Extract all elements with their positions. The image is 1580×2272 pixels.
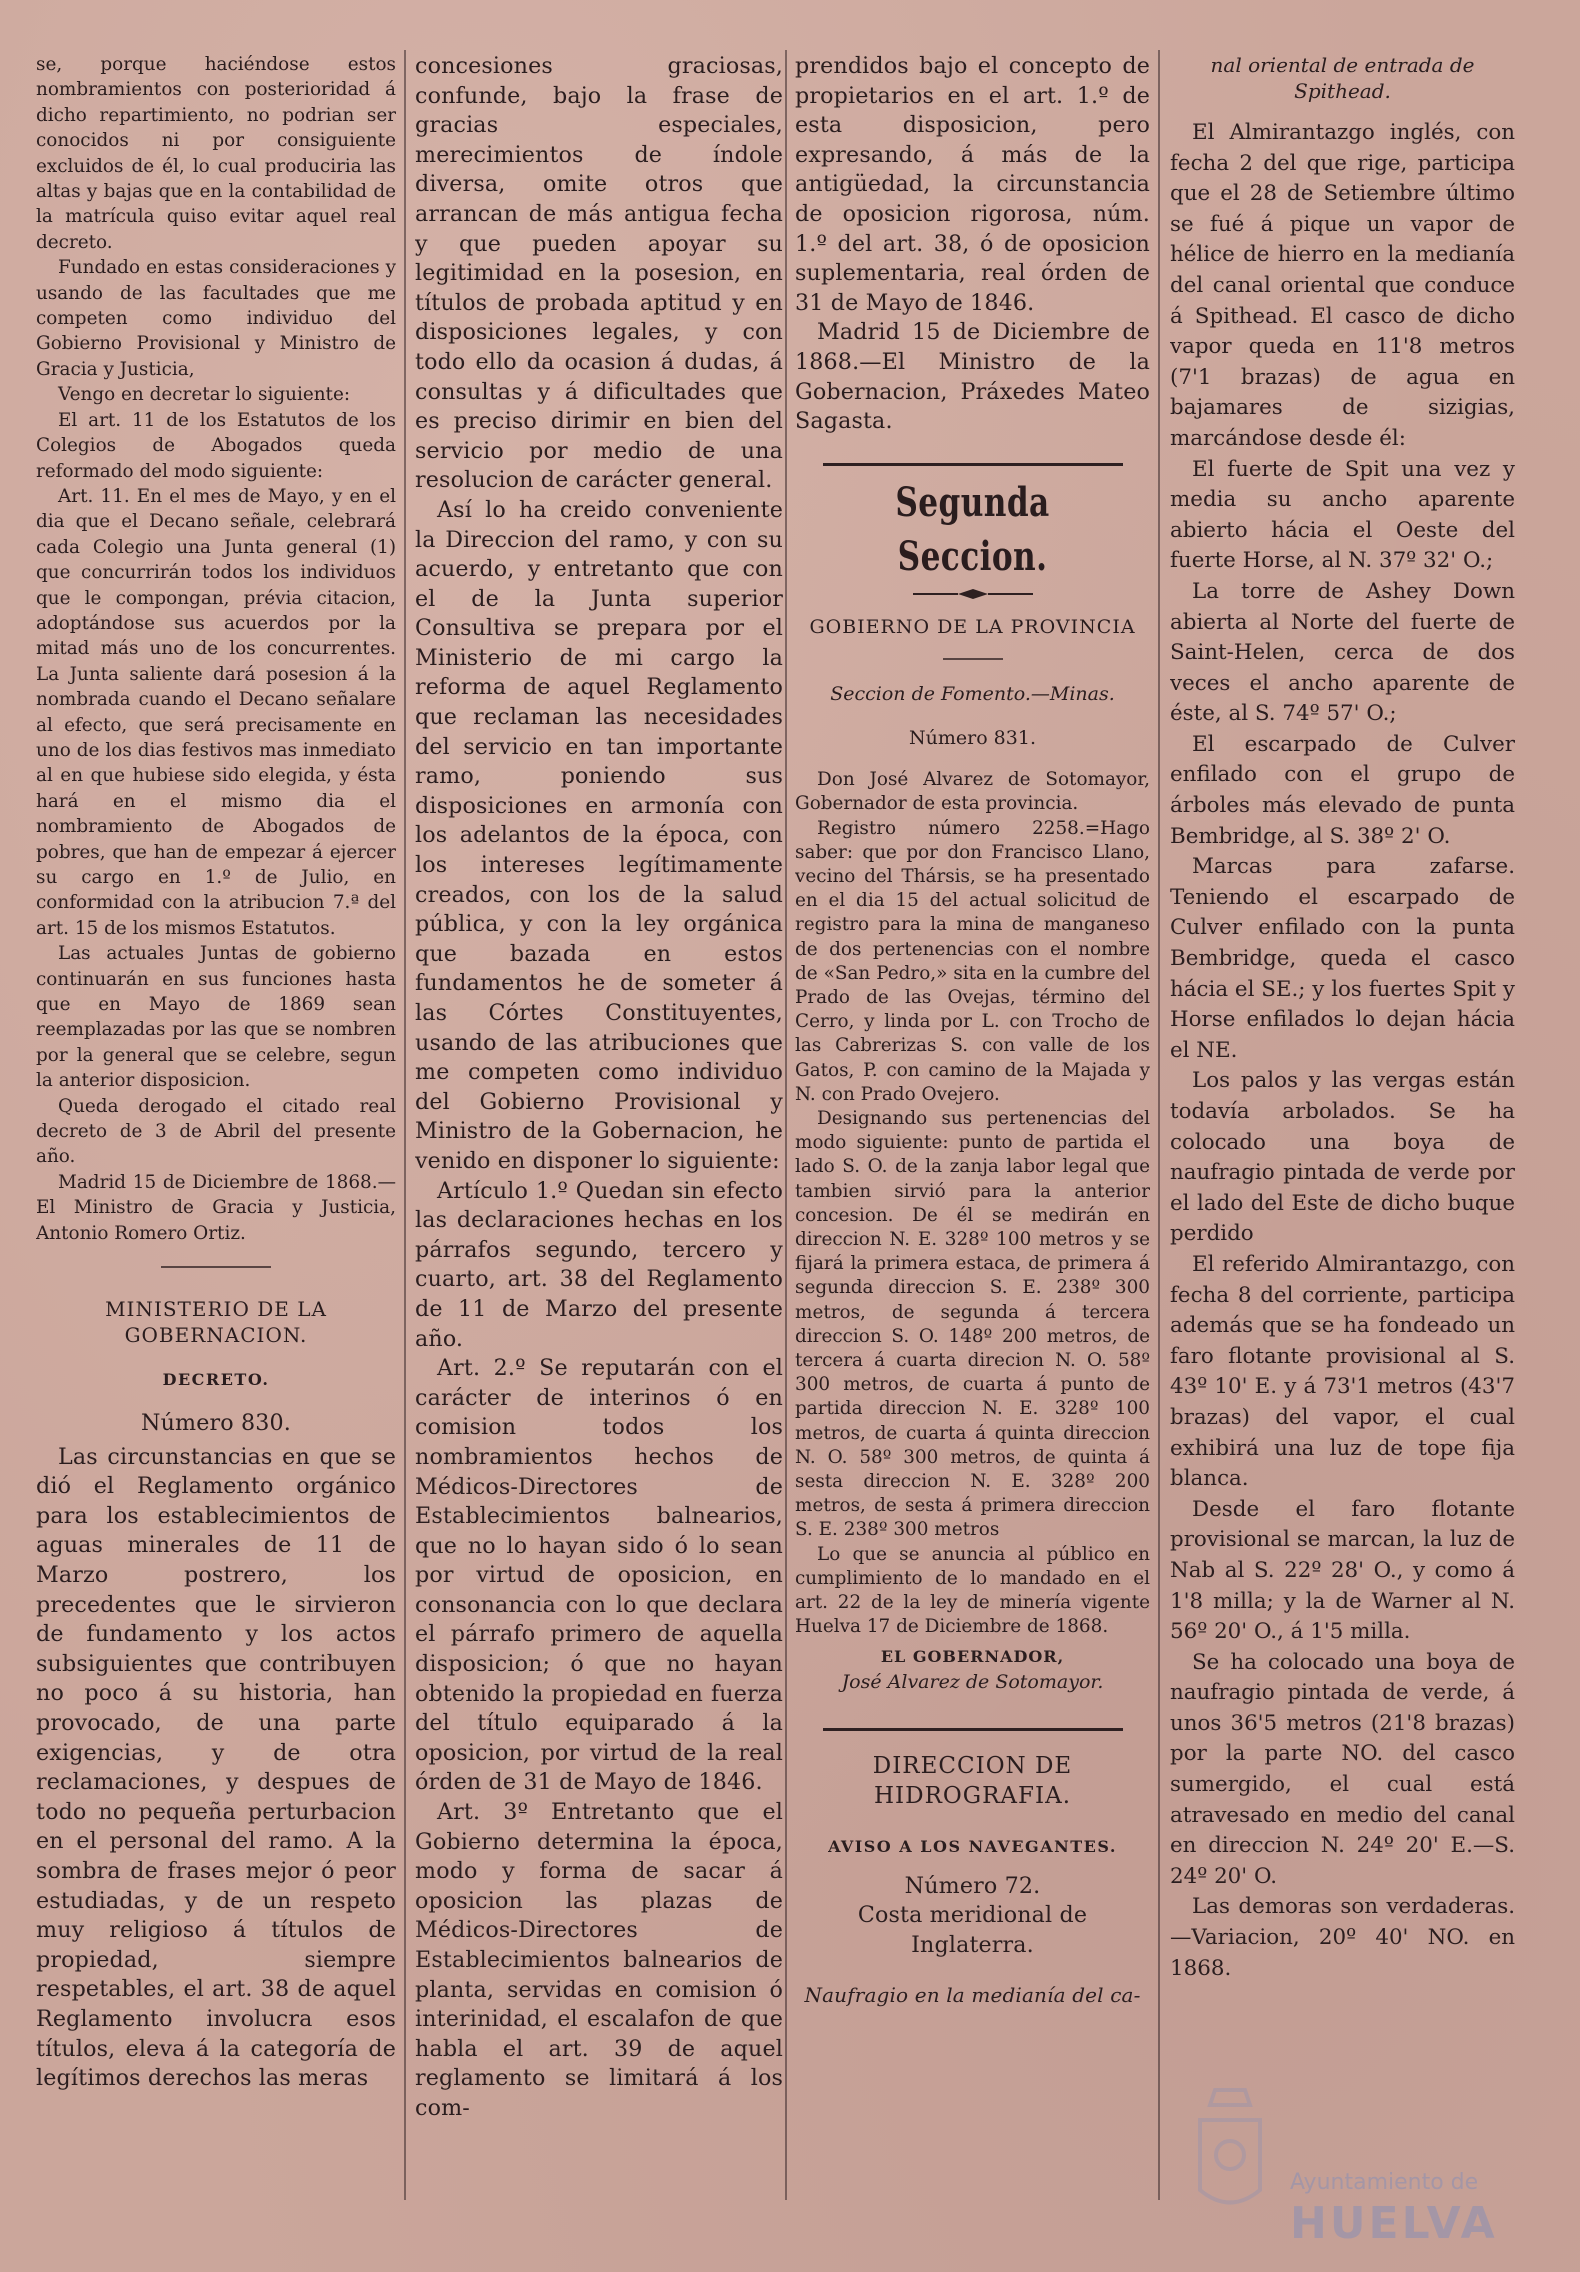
- paragraph: Don José Alvarez de Sotomayor, Gobernador de esta provincia.: [795, 769, 1150, 815]
- coast-subheading: Costa meridional de Inglaterra.: [857, 1902, 1088, 1959]
- decree-number: Número 830.: [141, 1410, 291, 1437]
- signer-title: EL GOBERNADOR,: [880, 1647, 1065, 1667]
- paragraph: concesiones graciosas, confunde, bajo la frase de gracias especiales, merecimientos de índole diversa, omite otros que arrancan de más antigua fecha y que pueden apoyar su legitimidad en la posesion, en títulos de probada aptitud y en disposiciones legales, y con todo ello da ocasion á dudas, á consultas y á dificultades que es preciso dirimir en bien del servicio por medio de una resolucion de carácter general.: [415, 53, 783, 494]
- paragraph: Desde el faro flotante provisional se marcan, la luz de Nab al S. 22º 28' O., y como á 1'8 milla; y la de Warner al N. 56º 20' O., á 1'5 milla.: [1170, 1496, 1515, 1645]
- paragraph: Art. 3º Entretanto que el Gobierno determina la época, modo y forma de sacar á oposicion las plazas de Médicos-Directores de Establecimientos balnearios de planta, servidas en comision ó interinidad, el escalafon de que habla el art. 39 de aquel reglamento se limitará á los com-: [415, 1799, 783, 2121]
- notice-label: AVISO A LOS NAVEGANTES.: [828, 1836, 1117, 1856]
- paragraph: Así lo ha creido conveniente la Direccion del ramo, y con su acuerdo, y entretanto que con el de la Junta superior Consultiva se prepara por el Ministerio de mi cargo la reforma de aquel Reglamento que reclaman las necesidades del servicio en tan importante ramo, poniendo sus disposiciones en armonía con los adelantos de la época, con los intereses legítimamente creados, con los de la salud pública, y con la ley orgánica que bazada en estos fundamentos he de someter á las Córtes Constituyentes, usando de las atribuciones que me competen como individuo del Gobierno Provisional y Ministro de la Gobernacion, he venido en disponer lo siguiente:: [415, 496, 783, 1174]
- section-title: Segunda Seccion.: [895, 478, 1050, 580]
- watermark-line-1: Ayuntamiento de: [1290, 2170, 1479, 2195]
- paragraph: Art. 11. En el mes de Mayo, y en el dia que el Decano señale, celebrará cada Colegio una Junta general (1) que concurrirán todos los individuos que le compongan, prévia citacion, adoptándose sus acuerdos por la mitad más uno de los concurrentes. La Junta saliente dará posesion á la nombrada cuando el Decano señalare al efecto, que será precisamente en uno de los dias festivos mas inmediato al en que hubiese sido elegida, y ésta hará en el mismo dia el nombramiento de Abogados de pobres, que han de empezar á ejercer su cargo en 1.º de Julio, en conformidad con la atribucion 7.ª del art. 15 de los mismos Estatutos.: [36, 485, 396, 939]
- wreck-subheading-continued: nal oriental de entrada de Spithead.: [1210, 53, 1475, 103]
- paragraph: Artículo 1.º Quedan sin efecto las declaraciones hechas en los párrafos segundo, tercero y cuarto, art. 38 del Reglamento de 11 de Marzo del presente año.: [415, 1177, 783, 1352]
- column-rule: [785, 50, 787, 2200]
- paragraph: Designando sus pertenencias del modo siguiente: punto de partida el lado S. O. de la zanja labor legal que tambien sirvió para la anterior concesion. De él se medirán en direccion N. E. 328º 100 metros y se fijará la primera estaca, de primera á segunda direccion S. E. 238º 300 metros, de segunda á tercera direccion S. O. 148º 200 metros, de tercera á cuarta direcion N. O. 58º 300 metros, de cuarta á punto de partida direccion N. E. 328º 100 metros, de cuarta á quinta direccion N. O. 58º 300 metros, de quinta á sesta direccion N. E. 328º 200 metros, de sesta á primera direccion S. E. 238º 300 metros: [795, 1107, 1150, 1541]
- government-heading: GOBIERNO DE LA PROVINCIA: [809, 615, 1136, 638]
- number-label: Número 831.: [909, 726, 1036, 749]
- column-1: [36, 52, 396, 2212]
- ministry-heading: MINISTERIO DE LA GOBERNACION.: [105, 1297, 327, 1348]
- paragraph: Art. 2.º Se reputarán con el carácter de interinos ó en comision todos los nombramientos hechos de Médicos-Directores de Establecimientos balnearios, que no lo hayan sido ó lo sean por virtud de oposicion, en consonancia con lo que declara el párrafo primero de aquella disposicion; ó que no hayan obtenido la propiedad en fuerza del título equiparado á la oposicion, por virtud de la real órden de 31 de Mayo de 1846.: [415, 1355, 783, 1796]
- column-rule: [404, 50, 406, 2200]
- paragraph: La torre de Ashey Down abierta al Norte del fuerte de Saint-Helen, cerca de dos veces el ancho aparente de éste, al S. 74º 57' O.;: [1170, 578, 1515, 727]
- column-2: [415, 52, 783, 2212]
- paragraph: Marcas para zafarse. Teniendo el escarpado de Culver enfilado con la punta Bembridge, queda el casco hácia el SE.; y los fuertes Spit y Horse enfilados lo dejan hácia el NE.: [1170, 854, 1515, 1063]
- divider: [823, 1728, 1123, 1731]
- paragraph: Lo que se anuncia al público en cumplimiento de lo mandado en el art. 22 de la ley de minería vigente Huelva 17 de Diciembre de 1868.: [795, 1543, 1150, 1638]
- wreck-subheading: Naufragio en la medianía del ca-: [804, 1982, 1141, 2007]
- paragraph: El fuerte de Spit una vez y media su ancho aparente abierto hácia el Oeste del fuerte Horse, al N. 37º 32' O.;: [1170, 456, 1515, 574]
- column-3: [795, 52, 1150, 2212]
- fomento-subheading: Seccion de Fomento.—Minas.: [830, 682, 1115, 705]
- watermark-line-2: HUELVA: [1290, 2198, 1498, 2249]
- paragraph: se, porque haciéndose estos nombramientos con posterioridad á dicho repartimiento, no podrian ser conocidos ni por consiguiente excluidos de él, lo cual produciria las altas y bajas que en la contabilidad de la matrícula quiso evitar aquel real decreto.: [36, 54, 396, 253]
- notice-number: Número 72.: [904, 1872, 1041, 1899]
- signature-paragraph: Madrid 15 de Diciembre de 1868.—El Ministro de la Gobernacion, Práxedes Mateo Sagasta.: [795, 319, 1150, 435]
- column-4: [1170, 52, 1515, 2212]
- divider: [823, 463, 1123, 466]
- paragraph: Se ha colocado una boya de naufragio pintada de verde, á unos 36'5 metros (21'8 brazas) por la parte NO. del casco sumergido, el cual está atravesado en medio del canal en direccion N. 24º 20' E.—S. 24º 20' O.: [1170, 1649, 1515, 1889]
- signer-name: José Alvarez de Sotomayor.: [841, 1670, 1104, 1693]
- paragraph: Los palos y las vergas están todavía arbolados. Se ha colocado una boya de naufragio pintada de verde por el lado del Este de dicho buque perdido: [1170, 1068, 1515, 1247]
- paragraph: Las circunstancias en que se dió el Reglamento orgánico para los establecimientos de aguas minerales de 11 de Marzo postrero, los precedentes que le sirvieron de fundamento y los actos subsiguientes que contribuyen no poco á su historia, han provocado, de una parte exigencias, y de otra reclamaciones, y despues de todo no pequeña perturbacion en el personal del ramo. A la sombra de frases mejor ó peor estudiadas, y de un respeto muy religioso á títulos de propiedad, siempre respetables, el art. 38 de aquel Reglamento involucra esos títulos, eleva á la categoría de legítimos derechos las meras: [36, 1443, 396, 2092]
- paragraph: El art. 11 de los Estatutos de los Colegios de Abogados queda reformado del modo siguiente:: [36, 409, 396, 482]
- divider: [161, 1266, 271, 1268]
- paragraph: Vengo en decretar lo siguiente:: [58, 384, 351, 406]
- paragraph: El referido Almirantazgo, con fecha 8 del corriente, participa además que se ha fondeado un faro flotante provisional al S. 43º 10' E. y á 73'1 metros (43'7 brazas) del vapor, el cual exhibirá una luz de tope fija blanca.: [1170, 1251, 1515, 1492]
- paragraph: Queda derogado el citado real decreto de 3 de Abril del presente año.: [36, 1095, 396, 1168]
- paragraph: El escarpado de Culver enfilado con el grupo de árboles más elevado de punta Bembridge, al S. 38º 2' O.: [1170, 731, 1515, 849]
- paragraph: Las actuales Juntas de gobierno continuarán en sus funciones hasta que en Mayo de 1869 sean reemplazadas por las que se nombren por la general que se celebre, segun la anterior disposicion.: [36, 943, 396, 1092]
- paragraph: Registro número 2258.=Hago saber: que por don Francisco Llano, vecino del Thársis, se ha presentado en el dia 15 del actual solicitud de registro para la mina de manganeso de dos pertenencias con el nombre de «San Pedro,» sita en la cumbre del Prado de las Ovejas, término del Cerro, y linda por L. con Trocho de las Cabrerizas S. con valle de los Gatos, P. con camino de la Majada y N. con Prado Ovejero.: [795, 817, 1150, 1105]
- column-rule: [1158, 50, 1160, 2200]
- divider: [943, 658, 1003, 660]
- paragraph: Fundado en estas consideraciones y usando de las facultades que me competen como individuo del Gobierno Provisional y Ministro de Gracia y Justicia,: [36, 257, 396, 380]
- signature-paragraph: Madrid 15 de Diciembre de 1868.—El Ministro de Gracia y Justicia, Antonio Romero Ortiz.: [36, 1171, 396, 1244]
- ornament-icon: [913, 588, 1033, 600]
- decree-label: DECRETO.: [162, 1370, 270, 1390]
- paragraph: prendidos bajo el concepto de propietarios en el art. 1.º de esta disposicion, pero expresando, á más de la antigüedad, la circunstancia de oposicion rigorosa, núm. 1.º del art. 38, ó de oposicion suplementaria, real órden de 31 de Mayo de 1846.: [795, 53, 1150, 316]
- paragraph: El Almirantazgo inglés, con fecha 2 del que rige, participa que el 28 de Setiembre último se fué á pique un vapor de hélice de hierro en la medianía del canal oriental que conduce á Spithead. El casco de dicho vapor queda en 11'8 metros (7'1 brazas) de agua en bajamares de sizigias, marcándose desde él:: [1170, 120, 1515, 451]
- hydrography-heading: DIRECCION DE HIDROGRAFIA.: [872, 1752, 1073, 1809]
- paragraph: Las demoras son verdaderas.—Variacion, 20º 40' NO. en 1868.: [1170, 1894, 1515, 1981]
